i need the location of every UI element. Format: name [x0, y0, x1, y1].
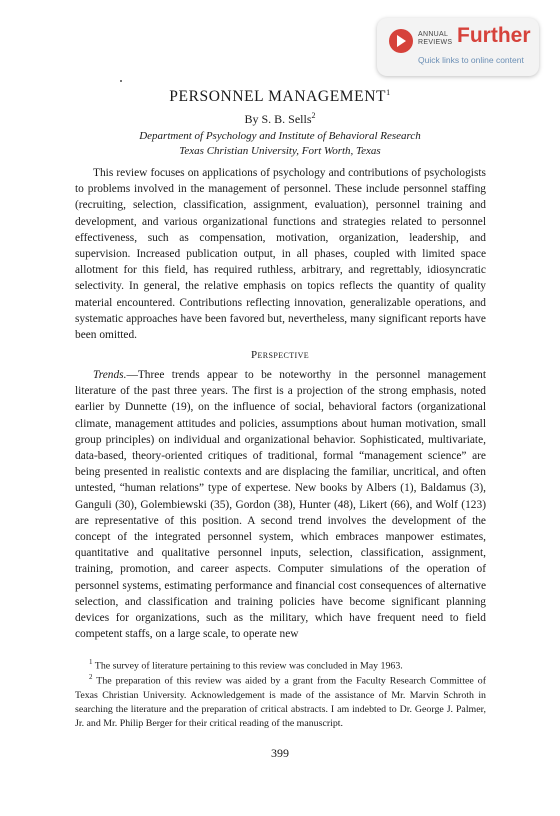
author-footnote-mark: 2: [311, 111, 316, 120]
author-institution: Texas Christian University, Fort Worth, Texas: [179, 145, 381, 157]
trends-paragraph: [75, 367, 486, 642]
annual-reviews-wordmark: [418, 31, 458, 47]
annual-reviews-logo-icon: [389, 29, 413, 53]
reviews-label: REVIEWS: [418, 39, 453, 46]
scan-speck: [120, 80, 122, 82]
further-label: Further: [457, 24, 531, 47]
trends-label: Trends.: [93, 369, 127, 381]
page-number: 399: [271, 746, 289, 760]
intro-paragraph: This review focuses on applications of psychology and contributions of psychologists to problems involved in the management of personnel. These include personnel staffing (recruiting, selection, classification, assignment, evaluation), personnel training and development, and various organizational functions and strategies related to personnel effectiveness, such as compensation, motivation, organization, leadership, and supervision. Increased publication output, in all phases, coupled with limited space allotment for this field, has required ruthless, arbitrary, and regrettably, idiosyncratic selectivity. In general, the relative emphasis on topics reflects the quantity of quality material encountered. Contributions reflecting innovation, generalizable operations, and systematic approaches have been favored but, nevertheless, many significant reports have been omitted.: [75, 167, 486, 342]
author-byline: By S. B. Sells$^2$: [244, 111, 316, 126]
footnote-2: $^2$ The preparation of this review was aided by a grant from the Faculty Research Committee of Texas Christian University. Acknowledgement is made of the assistance of Mr. Marvin Schroth in searching the literature and the preparation of critical abstracts. I am indebted to Dr. George J. Palmer, Jr. and Mr. Philip Berger for their critical reading of the manuscript.: [75, 673, 486, 729]
article-title: PERSONNEL MANAGEMENT$^1$: [169, 88, 391, 106]
further-subtitle: Quick links to online content: [418, 55, 524, 65]
trends-text: —Three trends appear to be noteworthy in the personnel management literature of the past three years. The first is a projection of the strong emphasis, noted earlier by Dunnette (19), on the influence of social, behavioral factors (organizational climate, management attitudes and policies, assumptions about human motivation, small group principles) on individual and organizational behavior. Sophisticated, multivariate, data-based, theory-oriented critiques of traditional, formal “management science” are being presented in realistic contexts and are displacing the familiar, uncritical, and often untested, “human relations” type of expertese. New books by Albers (1), Baldamus (3), Ganguli (30), Golembiewski (35), Gordon (38), Hunter (48), Likert (66), and Wolf (123) are representative of this position. A second trend involves the development of the concept of the integrated personnel system, which embraces manpower estimates, quantitative and qualitative personnel inputs, selection, classification, assignment, training, promotion, and career aspects. Computer simulations of the operation of personnel systems, estimating performance and financial cost consequences of alternative selection, and classification and training policies have become significant planning devices for organizations, such as the military, which have frequent need to field competent staffs, on a large scale, to operate new: [75, 369, 486, 641]
annual-label: ANNUAL: [418, 31, 449, 38]
section-heading-perspective: Perspective: [250, 349, 310, 361]
footnote-1: $^1$ The survey of literature pertaining to this review was concluded in May 1963.: [89, 658, 403, 672]
author-department: Department of Psychology and Institute of Behavioral Research: [139, 130, 421, 142]
title-footnote-mark: 1: [386, 88, 391, 97]
further-links-badge[interactable]: [377, 18, 539, 76]
